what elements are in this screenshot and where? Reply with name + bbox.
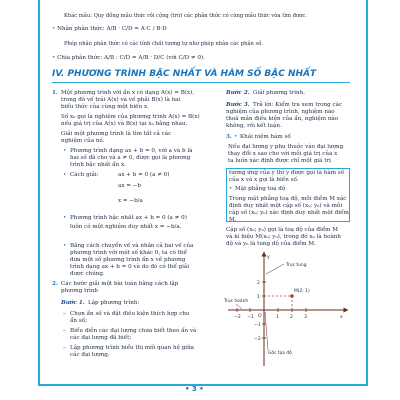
text-line: luôn có một nghiệm duy nhất x = −b/a. xyxy=(70,224,182,230)
tick-label: −2 xyxy=(234,315,241,320)
text-line: biểu thức của cùng một biến x. xyxy=(61,104,149,110)
dash-marker: – xyxy=(63,328,66,334)
axis-letter: y xyxy=(267,255,270,260)
multiply-rule xyxy=(52,26,167,33)
origin-label: Gốc tọa độ xyxy=(268,351,292,356)
text-line: định duy nhất một cặp số (x₀; y₀) và mỗi xyxy=(229,203,343,209)
tick-label: 2 xyxy=(290,315,293,320)
point-label: M(2; 1) xyxy=(294,289,310,294)
subheading: Khái niệm hàm số xyxy=(240,134,291,140)
formula: A/B : C/D = A/B · D/C (với C/D ≠ 0). xyxy=(104,55,205,61)
text-line: Phương trình dạng ax + b = 0, với a và b là xyxy=(70,148,193,154)
text-line: thoả mãn điều kiện của ẩn, nghiệm nào xyxy=(226,116,339,122)
x-axis-label: Trục hoành xyxy=(224,299,249,304)
formula: A/B · C/D = A·C / B·D xyxy=(106,26,167,32)
bullet-icon: • xyxy=(63,172,67,178)
text-line: trong đó vế trái A(x) và vế phải B(x) là hai xyxy=(61,97,181,103)
text-line: Trả lời: Kiểm tra xem trong các xyxy=(253,102,343,108)
text-line: phương trình với một số khác 0, ta có thể xyxy=(70,250,187,256)
bullet-icon: • xyxy=(229,186,233,192)
tick-label: 1 xyxy=(276,315,279,320)
item-number: 2. xyxy=(52,281,58,287)
rule-label: Chia phân thức: xyxy=(57,55,103,61)
step-text: Giải phương trình. xyxy=(253,90,305,96)
text-line: Phép nhân phân thức có các tính chất tương tự như phép nhân các phân số. xyxy=(64,41,264,47)
text-line: phương trình xyxy=(61,288,99,294)
origin-letter: O xyxy=(258,314,262,319)
bullet-icon: • xyxy=(63,215,67,221)
page-number: • 3 • xyxy=(185,385,204,393)
bullet-icon: • xyxy=(234,134,238,140)
text-line: Giải một phương trình là tìm tất cả các xyxy=(61,131,172,137)
subheading: Mặt phẳng toạ độ xyxy=(235,186,286,192)
tick-label: 1 xyxy=(257,295,260,300)
text-line: Lập phương trình biểu thị mối quan hệ giữa xyxy=(70,345,195,351)
text-line: ta luôn xác định được chỉ một giá trị xyxy=(228,158,331,164)
equation: x = −b/a xyxy=(118,198,143,204)
text-line: Cặp số (x₀; y₀) gọi là toạ độ của điểm M xyxy=(226,227,338,233)
text-line: và kí hiệu M(x₀; y₀), trong đó x₀ là hoành xyxy=(226,234,341,240)
text-line: các đại lượng. xyxy=(70,352,110,358)
tick-label: 2 xyxy=(257,281,260,286)
bullet-icon: • xyxy=(63,243,67,249)
item-number: 3. xyxy=(226,134,232,140)
tick-label: −2 xyxy=(254,337,261,342)
text-line: Một phương trình với ẩn x có dạng A(x) = B(x), xyxy=(61,90,195,96)
equation: ax + b = 0 (a ≠ 0) xyxy=(118,172,170,178)
step-text: Lập phương trình: xyxy=(88,300,140,306)
text-line: Các bước giải một bài toán bằng cách lập xyxy=(61,281,179,287)
text-line: của x và x gọi là biến số. xyxy=(229,177,299,183)
text-line: không, rồi kết luận. xyxy=(226,123,282,129)
tick-label: x xyxy=(340,315,343,320)
text-line: Bằng cách chuyển vế và nhân cả hai vế của xyxy=(70,243,194,249)
text-line: tương ứng của y thì y được gọi là hàm số xyxy=(229,170,345,176)
item-number: 1. xyxy=(52,90,58,96)
text-line: thay đổi x sao cho với mỗi giá trị của x xyxy=(228,151,338,157)
text-line: hai số đã cho và a ≠ 0, được gọi là phương xyxy=(70,155,191,161)
bullet-icon: • xyxy=(52,55,56,61)
text-line: Biểu diễn các đại lượng chưa biết theo ẩn và xyxy=(70,328,197,334)
dash-marker: – xyxy=(63,345,66,351)
point-m xyxy=(290,294,294,298)
text-line: trình dạng ax + b = 0 và do đó có thể giải xyxy=(70,264,190,270)
text-line: nếu giá trị của A(x) và B(x) tại x₀ bằng nhau. xyxy=(61,121,188,127)
bullet-icon: • xyxy=(63,148,67,154)
text-line: trình bậc nhất ẩn x. xyxy=(70,162,126,168)
step-label: Bước 1. xyxy=(61,300,85,306)
text-line: cặp số (x₀; y₀) xác định duy nhất một điểm xyxy=(229,210,349,216)
tick-label: −1 xyxy=(247,315,254,320)
tick-label: −1 xyxy=(254,323,261,328)
step-label: Bước 3. xyxy=(226,102,250,108)
text-line: đưa một số phương trình ẩn x về phương xyxy=(70,257,186,263)
equation: ax = −b xyxy=(118,183,142,189)
text-line: Trong mặt phẳng toạ độ, mỗi điểm M xác xyxy=(229,196,347,202)
text-line: Chọn ẩn số và đặt điều kiện thích hợp cho xyxy=(70,311,190,317)
text-line: Nếu đại lượng y phụ thuộc vào đại lượng xyxy=(228,144,344,150)
rule-label: Nhân phân thức: xyxy=(57,26,105,32)
text-line: ẩn số; xyxy=(70,318,87,324)
text-line: các đại lượng đã biết; xyxy=(70,335,132,341)
section-title: IV. PHƯƠNG TRÌNH BẬC NHẤT VÀ HÀM SỐ BẬC NHẤT xyxy=(52,69,317,79)
step-label: Bước 2. xyxy=(226,90,250,96)
text-line: Khác mẫu: Quy đồng mẫu thức rồi cộng (trừ) các phân thức có cùng mẫu thức vừa tìm được. xyxy=(64,13,307,19)
coordinate-graph xyxy=(222,248,352,373)
text-line: Số x₀ gọi là nghiệm của phương trình A(x) = B(x) xyxy=(61,114,200,120)
y-axis-label: Trục tung xyxy=(286,263,307,268)
text-line: độ và y₀ là tung độ của điểm M. xyxy=(226,241,316,247)
text-line: Phương trình bậc nhất ax + b = 0 (a ≠ 0) xyxy=(70,215,187,221)
text-line: nghiệm của phương trình, nghiệm nào xyxy=(226,109,335,115)
text-line: M. xyxy=(229,217,237,223)
solve-label: Cách giải: xyxy=(70,172,99,178)
dash-marker: – xyxy=(63,311,66,317)
text-line: nghiệm của nó. xyxy=(61,138,105,144)
divide-rule xyxy=(52,55,205,62)
section-divider xyxy=(52,82,350,83)
bullet-icon: • xyxy=(52,26,56,32)
text-line: được chúng. xyxy=(70,271,105,277)
tick-label: 3 xyxy=(304,315,307,320)
